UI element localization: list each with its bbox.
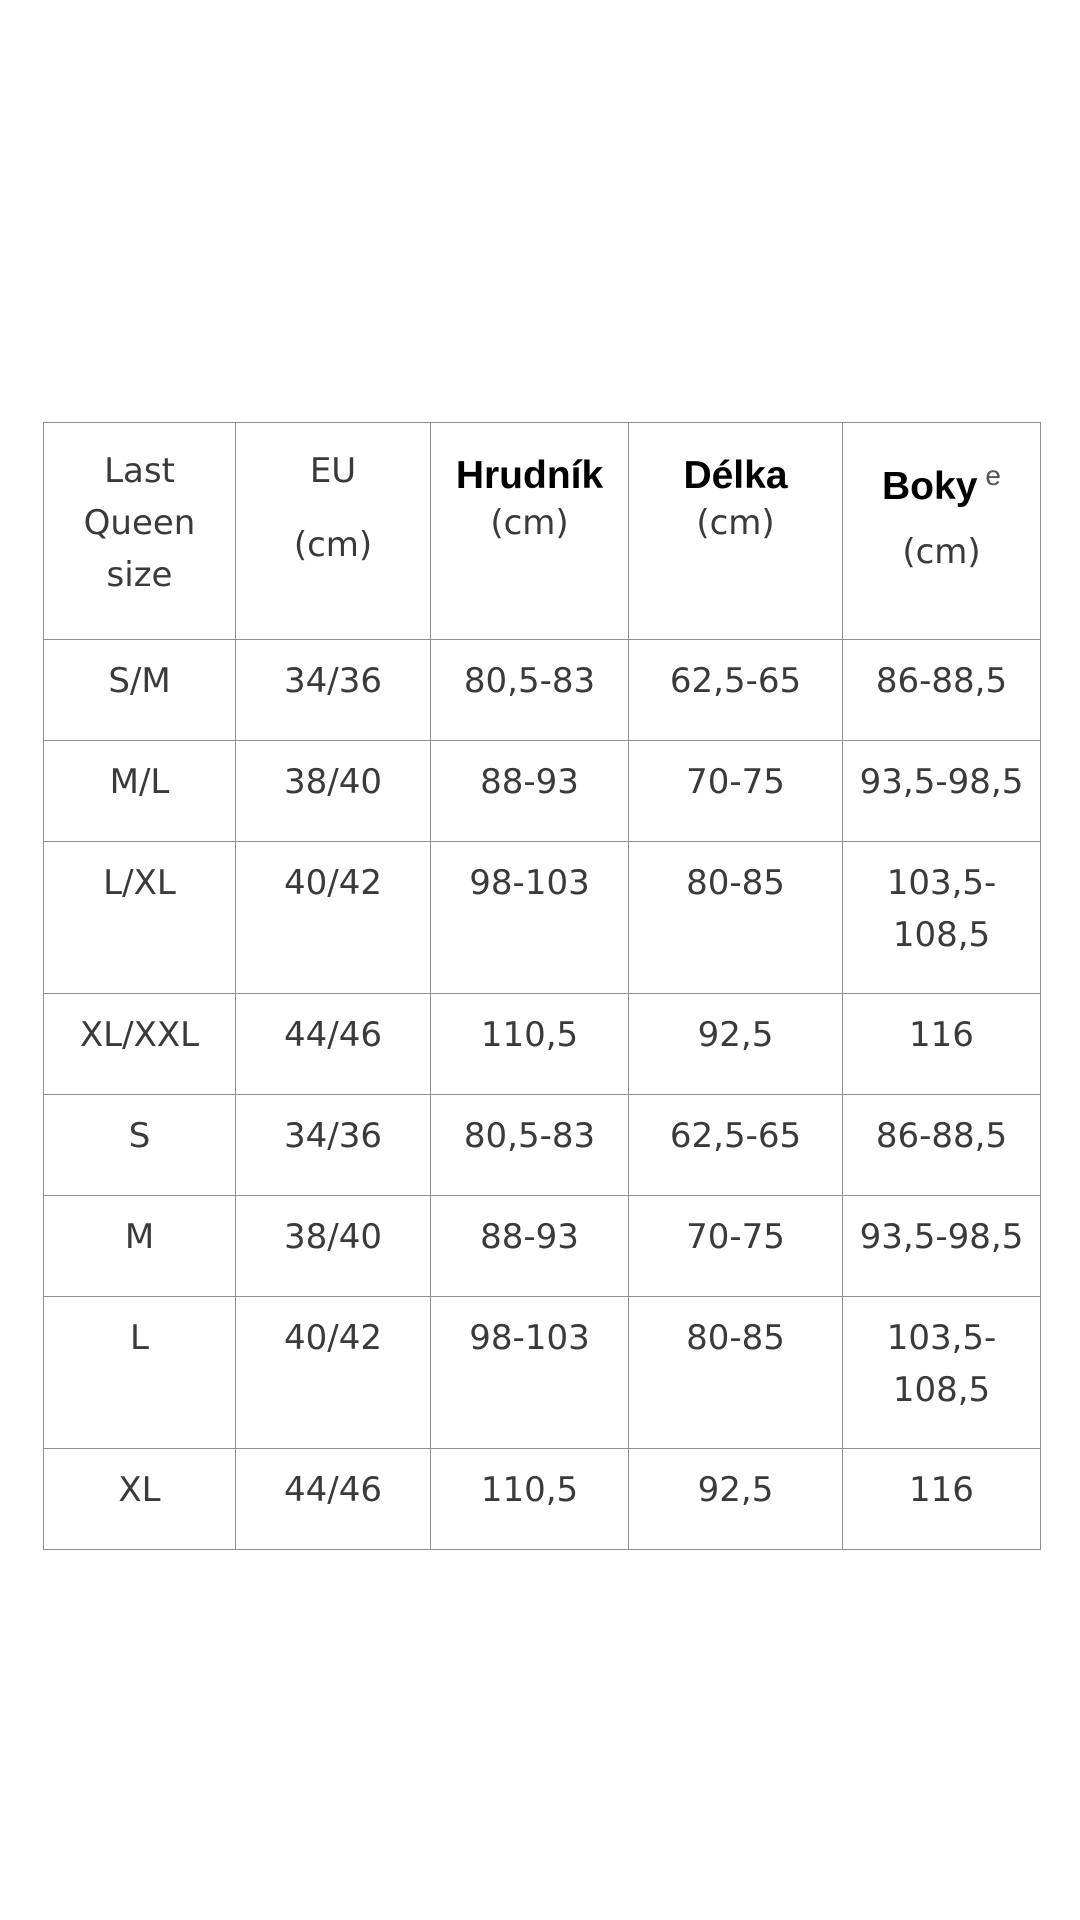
header-chest-title: Hrudník <box>455 454 604 497</box>
header-hips-unit: (cm) <box>902 532 981 572</box>
hips-cell: 86-88,5 <box>843 1095 1041 1196</box>
chest-cell: 88-93 <box>431 1196 629 1297</box>
header-size-cell <box>44 423 236 640</box>
hips-line-2: 108,5 <box>892 1370 991 1410</box>
header-eu-title: EU <box>309 451 357 491</box>
hips-line-1: 103,5- <box>886 863 997 903</box>
length-cell: 70-75 <box>629 1196 843 1297</box>
eu-cell: 38/40 <box>236 1196 431 1297</box>
hips-cell <box>843 1297 1041 1449</box>
header-eu-unit: (cm) <box>293 525 373 565</box>
length-cell: 62,5-65 <box>629 640 843 741</box>
chest-cell: 98-103 <box>431 842 629 994</box>
eu-cell: 44/46 <box>236 994 431 1095</box>
hips-cell: 86-88,5 <box>843 640 1041 741</box>
eu-cell: 44/46 <box>236 1449 431 1550</box>
header-length-unit: (cm) <box>696 503 775 543</box>
size-cell: XL/XXL <box>44 994 236 1095</box>
hips-line-2: 108,5 <box>892 915 991 955</box>
length-cell: 62,5-65 <box>629 1095 843 1196</box>
header-length-cell <box>629 423 843 640</box>
header-size-line-3: size <box>106 555 173 595</box>
table-row <box>44 994 1041 1095</box>
header-eu-cell <box>236 423 431 640</box>
hips-line-1: 103,5- <box>886 1318 997 1358</box>
table-row <box>44 842 1041 994</box>
size-chart-table <box>43 422 1041 1550</box>
header-size-line-2: Queen <box>83 503 196 543</box>
header-hips-title-line <box>843 451 1040 512</box>
header-hips-stray-char: e <box>985 460 1001 491</box>
hips-cell: 93,5-98,5 <box>843 1196 1041 1297</box>
eu-cell: 34/36 <box>236 640 431 741</box>
hips-cell: 116 <box>843 1449 1041 1550</box>
length-cell: 80-85 <box>629 1297 843 1449</box>
chest-cell: 110,5 <box>431 994 629 1095</box>
length-cell: 70-75 <box>629 741 843 842</box>
table-row <box>44 640 1041 741</box>
length-cell: 92,5 <box>629 1449 843 1550</box>
eu-cell: 38/40 <box>236 741 431 842</box>
hips-cell <box>843 842 1041 994</box>
size-cell: S/M <box>44 640 236 741</box>
table-row <box>44 741 1041 842</box>
header-chest-unit: (cm) <box>490 503 569 543</box>
chest-cell: 88-93 <box>431 741 629 842</box>
table-row <box>44 1449 1041 1550</box>
header-row <box>44 423 1041 640</box>
size-cell: M/L <box>44 741 236 842</box>
size-cell: S <box>44 1095 236 1196</box>
chest-cell: 110,5 <box>431 1449 629 1550</box>
length-cell: 92,5 <box>629 994 843 1095</box>
chest-cell: 80,5-83 <box>431 1095 629 1196</box>
table-row <box>44 1095 1041 1196</box>
table-row <box>44 1297 1041 1449</box>
header-hips-cell <box>843 423 1041 640</box>
header-chest-cell <box>431 423 629 640</box>
header-length-title: Délka <box>683 454 788 497</box>
size-cell: L <box>44 1297 236 1449</box>
length-cell: 80-85 <box>629 842 843 994</box>
chest-cell: 80,5-83 <box>431 640 629 741</box>
eu-cell: 40/42 <box>236 842 431 994</box>
header-hips-title: Boky <box>882 465 978 508</box>
hips-cell: 93,5-98,5 <box>843 741 1041 842</box>
eu-cell: 34/36 <box>236 1095 431 1196</box>
header-size-line-1: Last <box>104 451 175 491</box>
hips-cell: 116 <box>843 994 1041 1095</box>
size-cell: M <box>44 1196 236 1297</box>
size-cell: L/XL <box>44 842 236 994</box>
eu-cell: 40/42 <box>236 1297 431 1449</box>
chest-cell: 98-103 <box>431 1297 629 1449</box>
size-cell: XL <box>44 1449 236 1550</box>
table-row <box>44 1196 1041 1297</box>
